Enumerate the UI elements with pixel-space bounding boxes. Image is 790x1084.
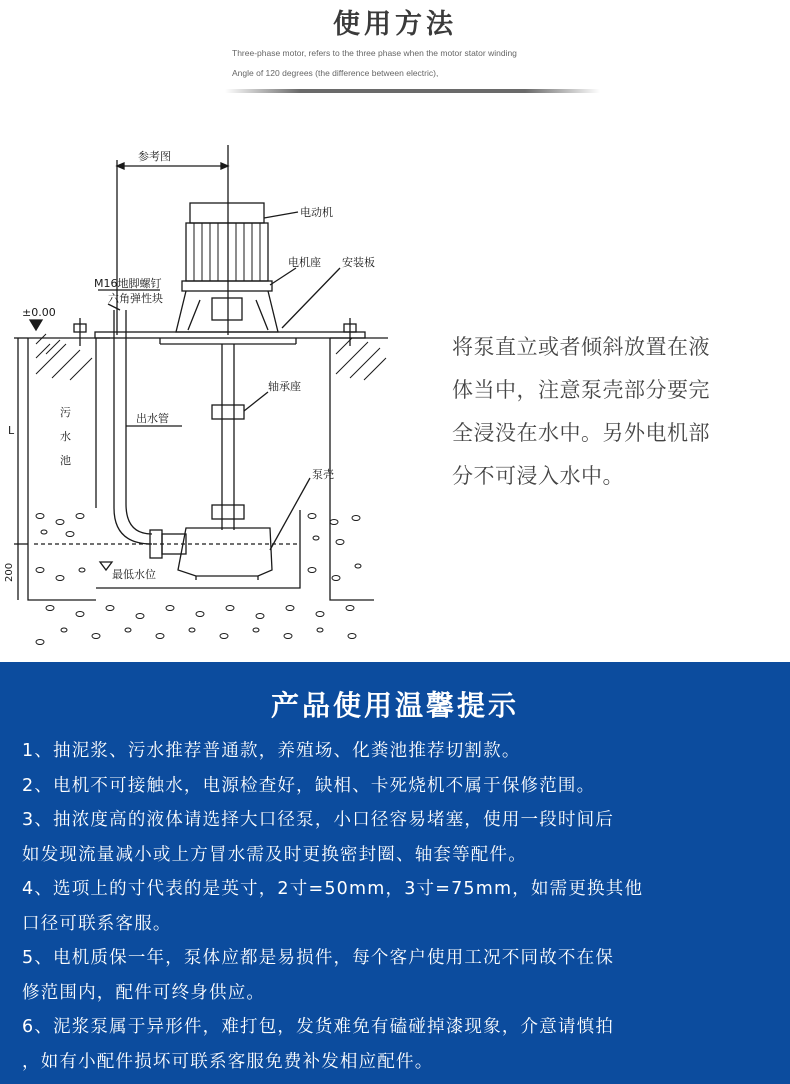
motor-body xyxy=(186,223,268,281)
label-level-mark: ±0.00 xyxy=(22,306,56,319)
column-flange xyxy=(212,505,244,519)
motor-fins xyxy=(194,223,260,281)
pump-installation-diagram xyxy=(0,130,420,662)
label-reference: 参考图 xyxy=(138,150,171,163)
usage-note xyxy=(452,326,782,498)
tips-list xyxy=(22,734,772,1079)
ground-hatch-right xyxy=(336,338,386,380)
mounting-plate xyxy=(95,332,365,338)
outlet-pipe xyxy=(114,310,152,544)
min-level-marker xyxy=(100,562,112,570)
subtitle-line-2: Angle of 120 degrees (the difference between electric), xyxy=(232,68,439,78)
page-title: 使用方法 xyxy=(333,9,457,40)
label-mounting-plate: 安装板 xyxy=(342,256,375,269)
label-outlet-pipe: 出水管 xyxy=(136,412,169,425)
ground-hatch-left xyxy=(36,334,92,380)
tip-line: 1、抽泥浆、污水推荐普通款，养殖场、化粪池推荐切割款。 xyxy=(22,741,521,761)
coupling xyxy=(212,298,242,320)
usage-note-line: 分不可浸入水中。 xyxy=(452,464,624,488)
subtitle-line-1: Three-phase motor, refers to the three phase when the motor stator winding xyxy=(232,48,517,58)
leader-motor xyxy=(264,212,298,218)
tip-line: ，如有小配件损坏可联系客服免费补发相应配件。 xyxy=(22,1051,434,1072)
motor-base xyxy=(176,291,278,332)
tip-line: 4、选项上的寸代表的是英寸，2寸=50mm，3寸=75mm，如需更换其他 xyxy=(22,879,644,899)
title-divider xyxy=(225,89,600,93)
motor-flange xyxy=(182,281,272,291)
tank-wall-left xyxy=(28,338,96,600)
label-pump-casing: 泵壳 xyxy=(312,468,334,481)
label-anchor-bolt: M16地脚螺钉 xyxy=(94,277,162,290)
arrow-head xyxy=(117,163,124,169)
label-dim-200: 200 xyxy=(4,562,15,582)
label-min-water-level: 最低水位 xyxy=(112,568,156,581)
arrow-head xyxy=(221,163,228,169)
motor-cap xyxy=(190,203,264,223)
label-depth: L xyxy=(8,424,15,437)
level-marker xyxy=(30,320,42,330)
tip-line: 5、电机质保一年，泵体应都是易损件，每个客户使用工况不同故不在保 xyxy=(22,948,615,968)
tip-line: 如发现流量减小或上方冒水需及时更换密封圈、轴套等配件。 xyxy=(22,844,527,865)
label-sewage-pool-2: 水 xyxy=(60,430,71,443)
gravel-texture xyxy=(36,514,361,645)
usage-note-line: 全浸没在水中。另外电机部 xyxy=(452,421,710,445)
bearing-seat xyxy=(212,405,244,419)
label-bearing-seat: 轴承座 xyxy=(268,380,301,393)
tip-line: 3、抽浓度高的液体请选择大口径泵，小口径容易堵塞，使用一段时间后 xyxy=(22,810,615,830)
label-motor-base: 电机座 xyxy=(288,256,321,269)
tip-line: 修范围内，配件可终身供应。 xyxy=(22,982,266,1003)
tips-title: 产品使用温馨提示 xyxy=(270,689,519,722)
pump-casing xyxy=(178,528,272,576)
tip-line: 口径可联系客服。 xyxy=(22,913,172,934)
label-motor: 电动机 xyxy=(300,206,333,219)
label-sewage-pool-3: 池 xyxy=(60,454,71,467)
tips-panel xyxy=(0,662,790,1084)
tip-line: 6、泥浆泵属于异形件，难打包，发货难免有磕碰掉漆现象，介意请慎拍 xyxy=(22,1017,615,1037)
usage-note-line: 体当中，注意泵壳部分要完 xyxy=(452,378,710,402)
label-hex-spring: 六角弹性块 xyxy=(108,292,163,305)
label-sewage-pool-1: 污 xyxy=(60,406,71,419)
usage-note-line: 将泵直立或者倾斜放置在液 xyxy=(452,335,710,359)
tip-line: 2、电机不可接触水，电源检查好，缺相、卡死烧机不属于保修范围。 xyxy=(22,775,596,796)
